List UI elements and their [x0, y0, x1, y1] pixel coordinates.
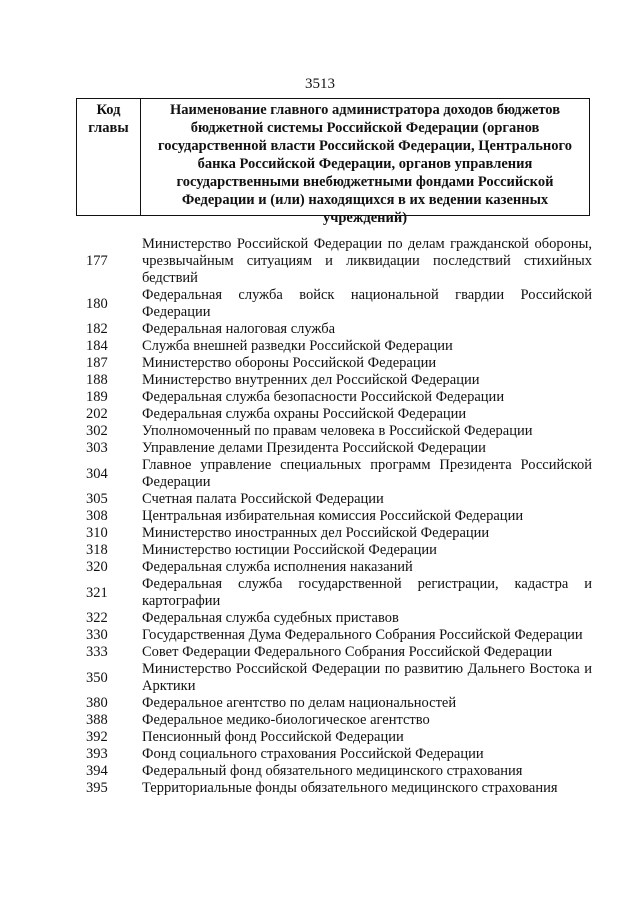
table-row	[86, 508, 592, 525]
table-row	[86, 542, 592, 559]
row-name: Служба внешней разведки Российской Федерации	[142, 338, 453, 354]
table-row	[86, 389, 592, 406]
header-name-column: Наименование главного администратора доходов бюджетов бюджетной системы Российской Федерации (органов государственной власти Российской Федерации, Центрального банка Российской Федерации, органов управления государственными внебюджетными фондами Российской Федерации и (или) находящихся в их ведении казенных учреждений)	[158, 102, 572, 226]
row-name: Министерство юстиции Российской Федерации	[142, 542, 437, 558]
row-code: 350	[86, 669, 108, 686]
row-code: 380	[86, 695, 108, 711]
table-row	[86, 661, 592, 695]
row-code: 184	[86, 338, 108, 354]
table-row	[86, 440, 592, 457]
row-name: Министерство Российской Федерации по делам гражданской обороны, чрезвычайным ситуациям и ликвидации последствий стихийных бедствий	[142, 236, 592, 286]
row-code: 395	[86, 780, 108, 796]
row-name: Министерство Российской Федерации по развитию Дальнего Востока и Арктики	[142, 661, 592, 694]
page-number: 3513	[305, 76, 335, 92]
row-code: 388	[86, 712, 108, 728]
table-row	[86, 610, 592, 627]
row-code: 330	[86, 627, 108, 643]
row-name: Федеральная служба безопасности Российской Федерации	[142, 389, 505, 405]
table-row	[86, 576, 592, 610]
row-code: 310	[86, 525, 108, 541]
header-code-column: Код главы	[77, 99, 141, 215]
table-row	[86, 644, 592, 661]
row-name: Федеральная служба охраны Российской Федерации	[142, 406, 467, 422]
row-name: Министерство иностранных дел Российской Федерации	[142, 525, 490, 541]
row-code: 188	[86, 372, 108, 388]
table-row	[86, 627, 592, 644]
row-name: Счетная палата Российской Федерации	[142, 491, 384, 507]
row-code: 303	[86, 440, 108, 456]
row-code: 308	[86, 508, 108, 524]
row-code: 202	[86, 406, 108, 422]
table-row	[86, 525, 592, 542]
row-code: 180	[86, 295, 108, 312]
row-code: 394	[86, 763, 108, 779]
row-code: 321	[86, 584, 108, 601]
table-row	[86, 423, 592, 440]
row-name: Федеральная служба государственной регистрации, кадастра и картографии	[142, 576, 592, 609]
row-name: Центральная избирательная комиссия Российской Федерации	[142, 508, 524, 524]
row-code: 304	[86, 465, 108, 482]
table-row	[86, 729, 592, 746]
row-code: 182	[86, 321, 108, 337]
row-code: 189	[86, 389, 108, 405]
row-name: Государственная Дума Федерального Собрания Российской Федерации	[142, 627, 583, 643]
row-name: Федеральная служба исполнения наказаний	[142, 559, 413, 575]
row-code: 393	[86, 746, 108, 762]
table-row	[86, 712, 592, 729]
row-name: Федеральное агентство по делам национальностей	[142, 695, 457, 711]
row-name: Федеральный фонд обязательного медицинского страхования	[142, 763, 523, 779]
table-row	[86, 457, 592, 491]
row-name: Уполномоченный по правам человека в Российской Федерации	[142, 423, 533, 439]
row-name: Федеральное медико-биологическое агентство	[142, 712, 430, 728]
table-row	[86, 287, 592, 321]
row-name: Фонд социального страхования Российской Федерации	[142, 746, 484, 762]
row-name: Министерство обороны Российской Федерации	[142, 355, 437, 371]
table-row	[86, 406, 592, 423]
table-row	[86, 695, 592, 712]
row-code: 177	[86, 253, 108, 269]
row-code: 305	[86, 491, 108, 507]
table-row	[86, 355, 592, 372]
row-name: Главное управление специальных программ Президента Российской Федерации	[142, 457, 592, 490]
row-name: Федеральная служба войск национальной гвардии Российской Федерации	[142, 287, 592, 320]
row-name: Управление делами Президента Российской Федерации	[142, 440, 486, 456]
table-row	[86, 236, 592, 287]
table-row	[86, 372, 592, 389]
row-name: Совет Федерации Федерального Собрания Российской Федерации	[142, 644, 553, 660]
table-row	[86, 338, 592, 355]
row-code: 318	[86, 542, 108, 558]
row-code: 320	[86, 559, 108, 575]
table-row	[86, 559, 592, 576]
table-row	[86, 763, 592, 780]
table-header	[76, 98, 590, 226]
row-name: Пенсионный фонд Российской Федерации	[142, 729, 404, 745]
row-name: Федеральная налоговая служба	[142, 321, 336, 337]
table-row	[86, 491, 592, 508]
row-code: 392	[86, 729, 108, 745]
row-code: 322	[86, 610, 108, 626]
row-code: 302	[86, 423, 108, 439]
administrators-list	[86, 236, 592, 797]
row-name: Федеральная служба судебных приставов	[142, 610, 399, 626]
row-code: 333	[86, 644, 108, 660]
table-row	[86, 780, 592, 797]
row-code: 187	[86, 355, 108, 371]
table-row	[86, 321, 592, 338]
row-name: Территориальные фонды обязательного медицинского страхования	[142, 780, 558, 796]
row-name: Министерство внутренних дел Российской Федерации	[142, 372, 480, 388]
table-row	[86, 746, 592, 763]
